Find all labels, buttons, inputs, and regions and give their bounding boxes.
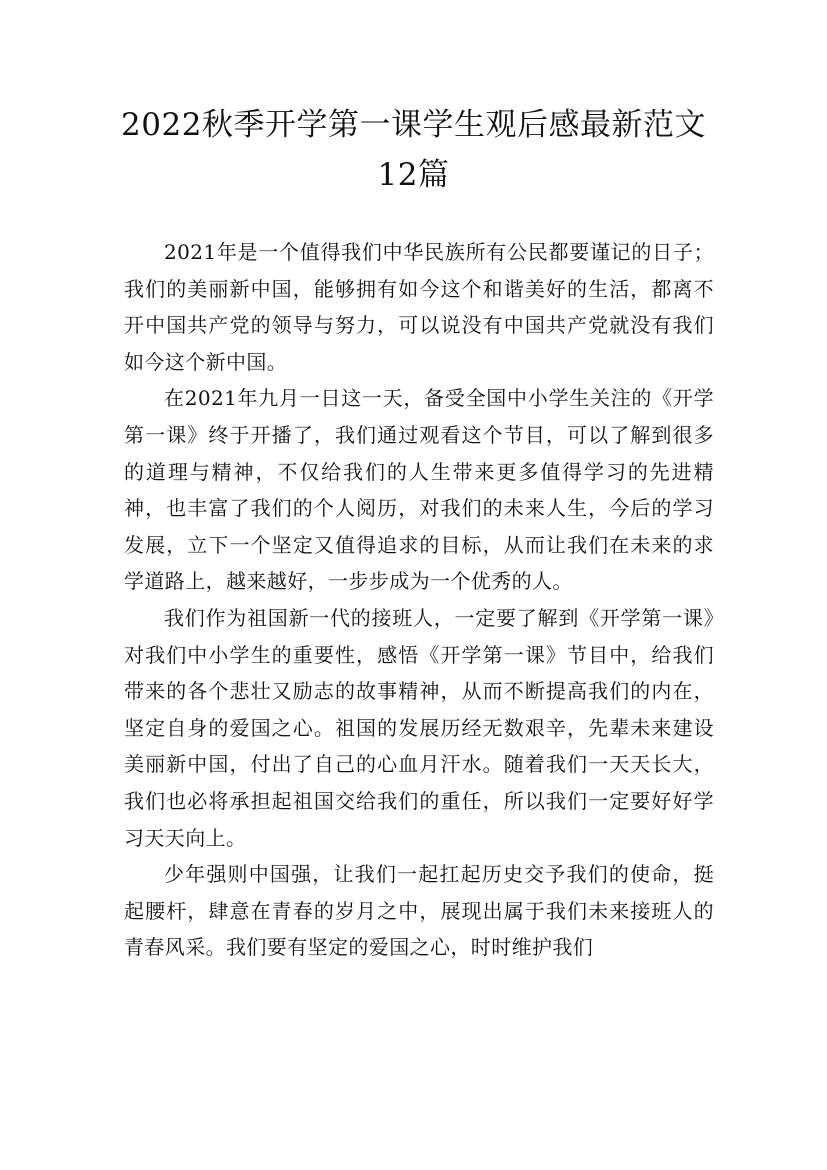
paragraph: 我们作为祖国新一代的接班人，一定要了解到《开学第一课》对我们中小学生的重要性，感悟《开学第一课》节目中，给我们带来的各个悲壮又励志的故事精神，从而不断提高我们的内在，坚定自身的爱国之心。祖国的发展历经无数艰辛，先辈未来建设美丽新中国，付出了自己的心血月汗水。随着我们一天天长大，我们也必将承担起祖国交给我们的重任，所以我们一定要好好学习天天向上。 [124,605,714,850]
document-body [124,234,714,966]
title-line-1: 2022秋季开学第一课学生观后感最新范文 [121,107,706,143]
paragraph: 少年强则中国强，让我们一起扛起历史交予我们的使命，挺起腰杆，肆意在青春的岁月之中，展现出属于我们未来接班人的青春风采。我们要有坚定的爱国之心，时时维护我们 [124,862,714,960]
paragraph: 2021年是一个值得我们中华民族所有公民都要谨记的日子；我们的美丽新中国，能够拥有如今这个和谐美好的生活，都离不开中国共产党的领导与努力，可以说没有中国共产党就没有我们如今这个新中国。 [124,240,714,374]
title-line-2: 12篇 [377,157,450,193]
document-title [100,100,727,200]
paragraph: 在2021年九月一日这一天，备受全国中小学生关注的《开学第一课》终于开播了，我们通过观看这个节目，可以了解到很多的道理与精神，不仅给我们的人生带来更多值得学习的先进精神，也丰富了我们的个人阅历，对我们的未来人生，今后的学习发展，立下一个坚定又值得追求的目标，从而让我们在未来的求学道路上，越来越好，一步步成为一个优秀的人。 [124,386,714,594]
